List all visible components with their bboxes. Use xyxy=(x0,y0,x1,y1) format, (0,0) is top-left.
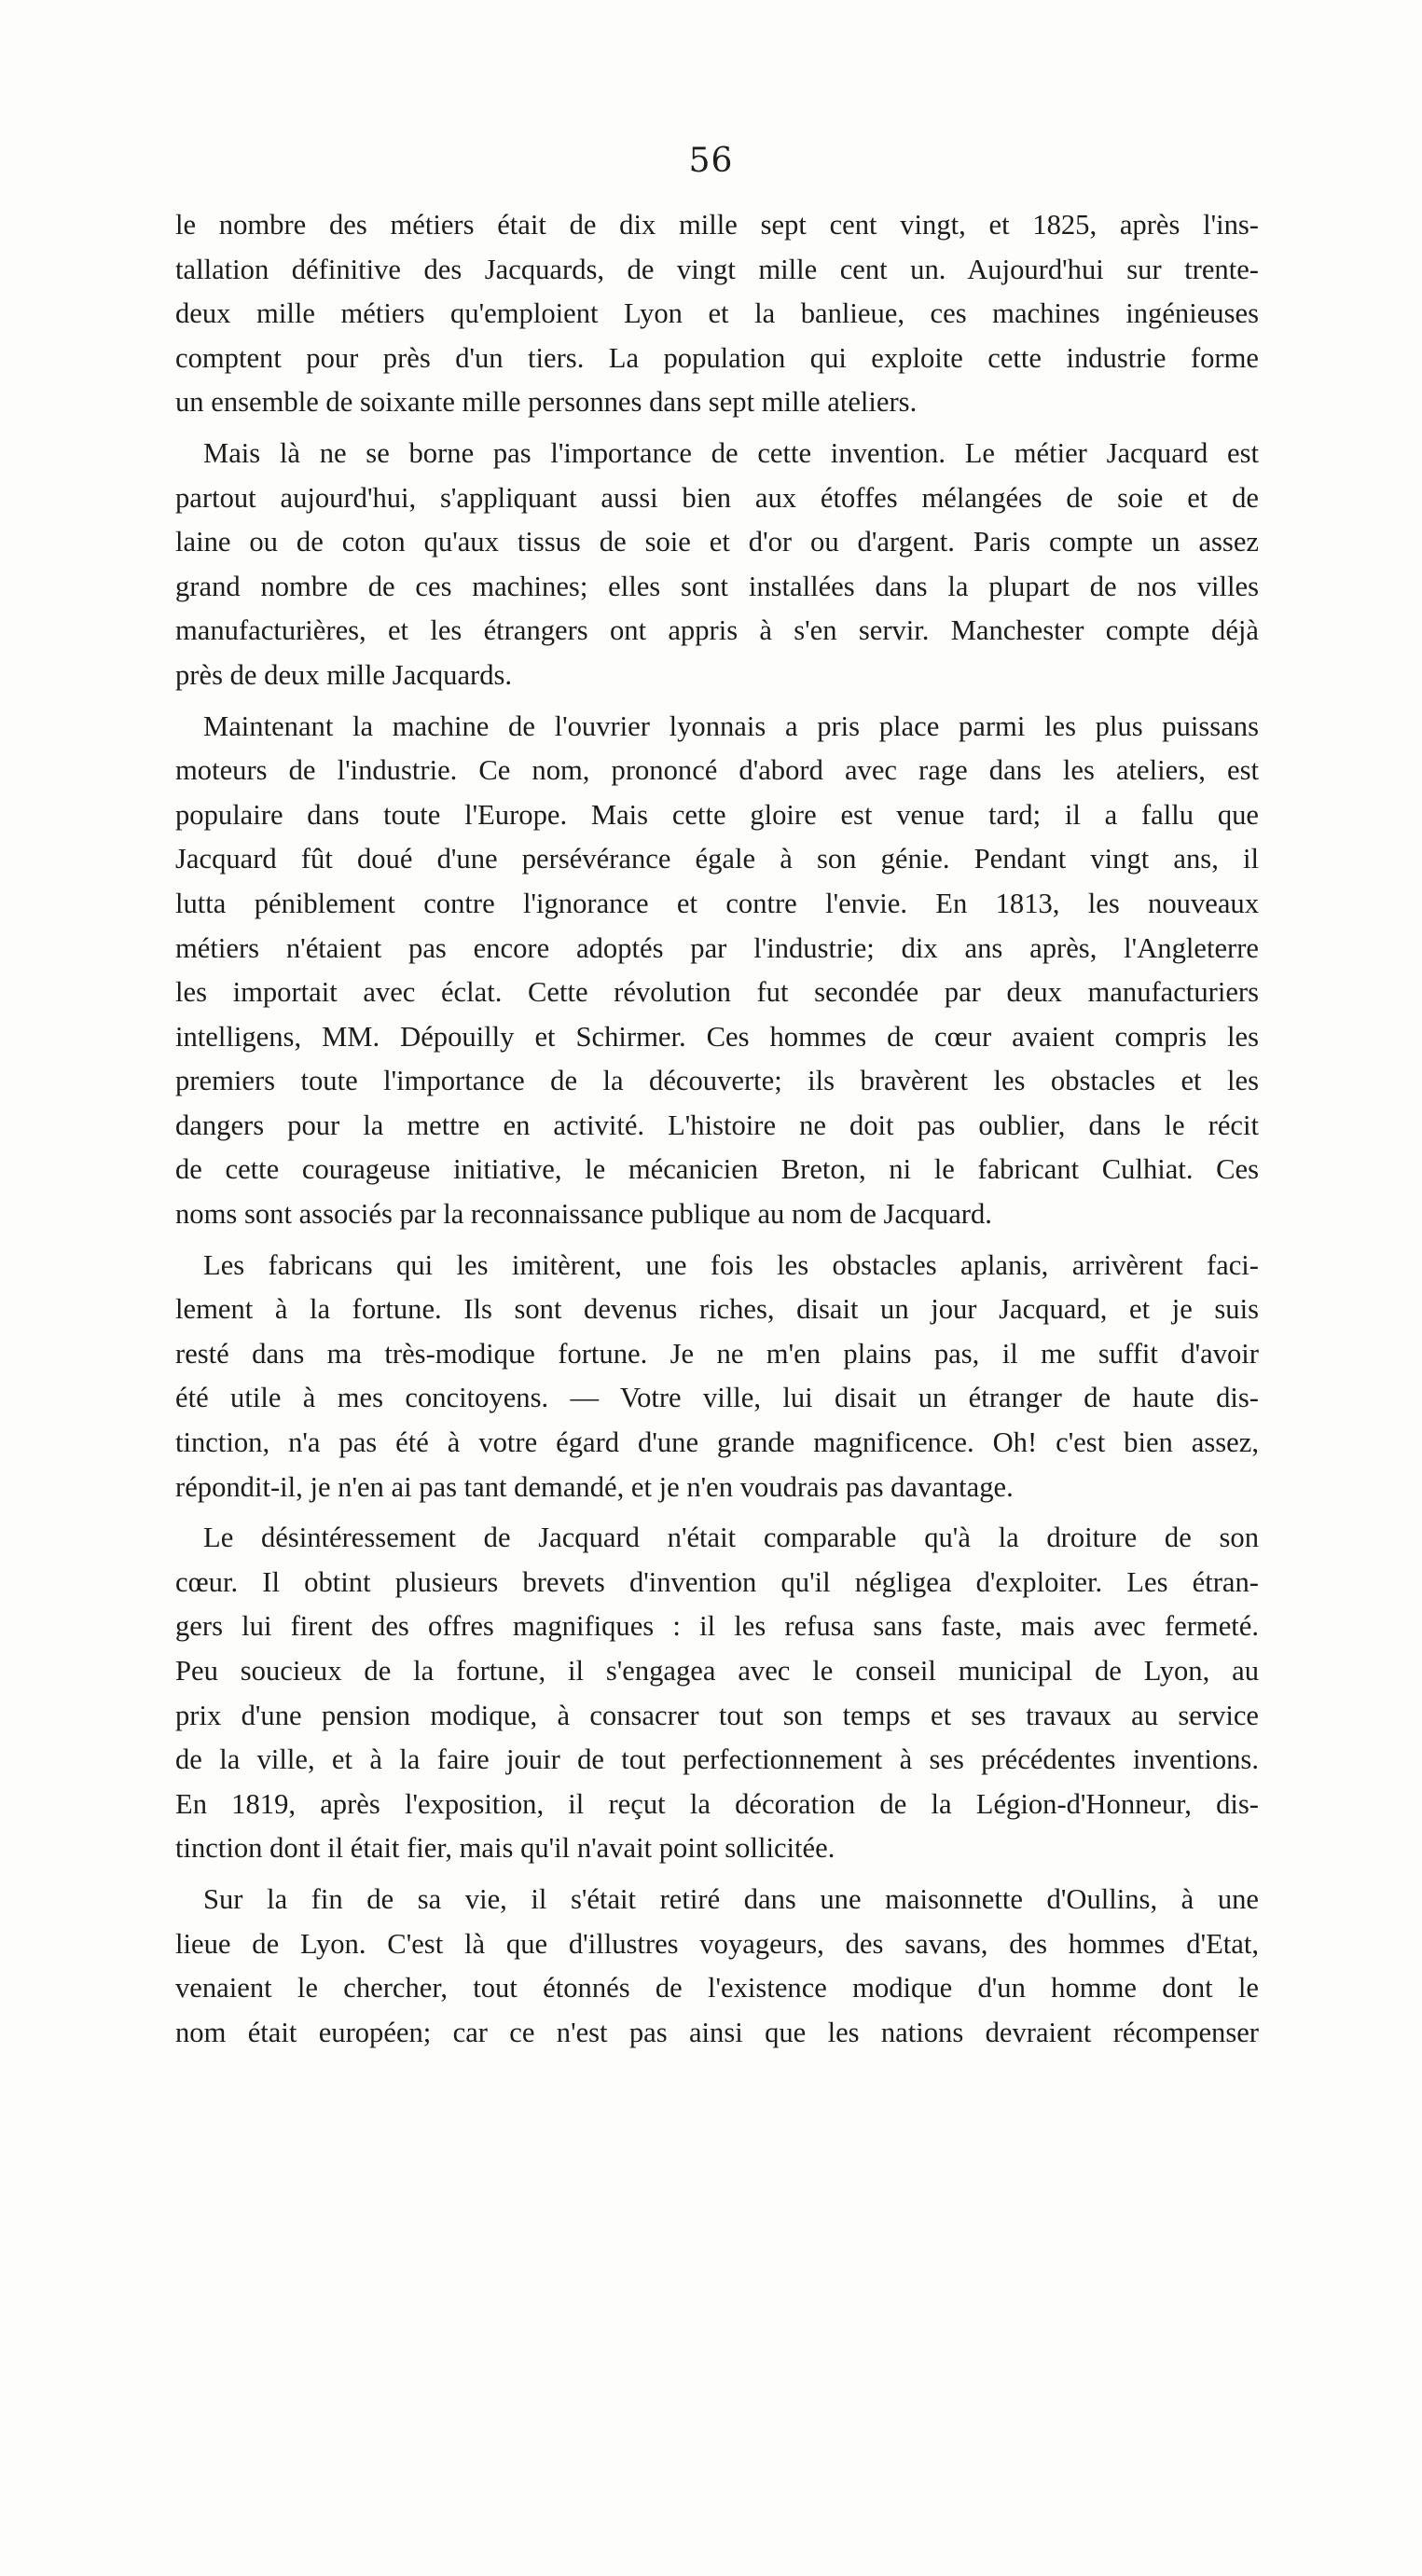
text-line: le nombre des métiers était de dix mille sept cent vingt, et 1825, après l'ins- xyxy=(175,209,1259,241)
text-line: tallation définitive des Jacquards, de vingt mille cent un. Aujourd'hui sur trente- xyxy=(175,253,1259,285)
text-line: partout aujourd'hui, s'appliquant aussi bien aux étoffes mélangées de soie et de xyxy=(175,481,1259,514)
text-line: laine ou de coton qu'aux tissus de soie et d'or ou d'argent. Paris compte un assez xyxy=(175,526,1259,558)
text-line: Mais là ne se borne pas l'importance de cette invention. Le métier Jacquard est xyxy=(203,436,1259,469)
text-line: venaient le chercher, tout étonnés de l'existence modique d'un homme dont le xyxy=(175,1972,1259,2004)
text-line: lutta péniblement contre l'ignorance et contre l'envie. En 1813, les nouveaux xyxy=(175,887,1259,919)
text-line: populaire dans toute l'Europe. Mais cette gloire est venue tard; il a fallu que xyxy=(175,798,1259,831)
text-line: Sur la fin de sa vie, il s'était retiré dans une maisonnette d'Oullins, à une xyxy=(203,1882,1259,1915)
text-line: En 1819, après l'exposition, il reçut la décoration de la Légion-d'Honneur, dis- xyxy=(175,1787,1259,1820)
text-line: moteurs de l'industrie. Ce nom, prononcé d'abord avec rage dans les ateliers, est xyxy=(175,754,1259,787)
text-line: cœur. Il obtint plusieurs brevets d'invention qu'il négligea d'exploiter. Les étran- xyxy=(175,1565,1259,1598)
text-line: Maintenant la machine de l'ouvrier lyonnais a pris place parmi les plus puissans xyxy=(203,709,1259,742)
text-line: premiers toute l'importance de la découverte; ils bravèrent les obstacles et les xyxy=(175,1065,1259,1097)
text-line: comptent pour près d'un tiers. La population qui exploite cette industrie forme xyxy=(175,341,1259,374)
text-line: grand nombre de ces machines; elles sont installées dans la plupart de nos villes xyxy=(175,570,1259,602)
paragraph xyxy=(175,203,1259,425)
text-line: près de deux mille Jacquards. xyxy=(175,658,513,691)
text-line: répondit-il, je n'en ai pas tant demandé, et je n'en voudrais pas davantage. xyxy=(175,1470,1014,1503)
text-line: nom était européen; car ce n'est pas ainsi que les nations devraient récompenser xyxy=(175,2016,1259,2048)
text-line: deux mille métiers qu'emploient Lyon et la banlieue, ces machines ingénieuses xyxy=(175,297,1259,330)
text-line: été utile à mes concitoyens. — Votre ville, lui disait un étranger de haute dis- xyxy=(175,1382,1259,1414)
paragraph xyxy=(175,705,1259,1237)
text-line: Jacquard fût doué d'une persévérance égale à son génie. Pendant vingt ans, il xyxy=(175,843,1259,875)
text-line: manufacturières, et les étrangers ont appris à s'en servir. Manchester compte déjà xyxy=(175,614,1259,647)
text-line: un ensemble de soixante mille personnes dans sept mille ateliers. xyxy=(175,386,918,419)
text-line: lieue de Lyon. C'est là que d'illustres voyageurs, des savans, des hommes d'Etat, xyxy=(175,1927,1259,1960)
paragraph xyxy=(175,432,1259,698)
text-line: les importait avec éclat. Cette révolution fut secondée par deux manufacturiers xyxy=(175,976,1259,1009)
page-number: 56 xyxy=(688,142,734,180)
text-line: de la ville, et à la faire jouir de tout perfectionnement à ses précédentes inventions. xyxy=(175,1743,1259,1776)
text-line: gers lui firent des offres magnifiques : il les refusa sans faste, mais avec fermeté. xyxy=(175,1610,1259,1643)
text-line: resté dans ma très-modique fortune. Je ne m'en plains pas, il me suffit d'avoir xyxy=(175,1337,1259,1370)
text-line: lement à la fortune. Ils sont devenus riches, disait un jour Jacquard, et je suis xyxy=(175,1293,1259,1326)
text-line: Peu soucieux de la fortune, il s'engagea avec le conseil municipal de Lyon, au xyxy=(175,1655,1259,1687)
body-text xyxy=(175,203,1259,2061)
text-line: de cette courageuse initiative, le mécanicien Breton, ni le fabricant Culhiat. Ces xyxy=(175,1153,1259,1186)
text-line: intelligens, MM. Dépouilly et Schirmer. Ces hommes de cœur avaient compris les xyxy=(175,1020,1259,1053)
text-line: Le désintéressement de Jacquard n'était comparable qu'à la droiture de son xyxy=(203,1522,1259,1554)
text-line: dangers pour la mettre en activité. L'histoire ne doit pas oublier, dans le récit xyxy=(175,1109,1259,1141)
paragraph xyxy=(175,1878,1259,2055)
text-line: tinction, n'a pas été à votre égard d'une grande magnificence. Oh! c'est bien assez, xyxy=(175,1426,1259,1459)
text-line: métiers n'étaient pas encore adoptés par l'industrie; dix ans après, l'Angleterre xyxy=(175,931,1259,964)
text-line: Les fabricans qui les imitèrent, une fois les obstacles aplanis, arrivèrent faci- xyxy=(203,1248,1259,1281)
paragraph xyxy=(175,1516,1259,1871)
text-line: tinction dont il était fier, mais qu'il n'avait point sollicitée. xyxy=(175,1832,835,1865)
text-line: prix d'une pension modique, à consacrer tout son temps et ses travaux au service xyxy=(175,1699,1259,1731)
paragraph xyxy=(175,1244,1259,1510)
text-line: noms sont associés par la reconnaissance publique au nom de Jacquard. xyxy=(175,1198,992,1231)
